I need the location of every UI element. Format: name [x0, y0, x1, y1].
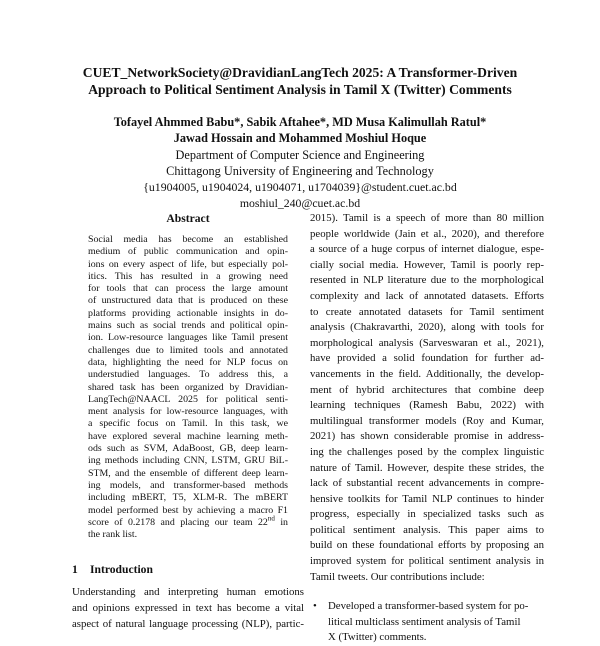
student-emails: {u1904005, u1904024, u1904071, u1704039}@student.cuet.ac.bd — [143, 180, 457, 195]
abstract-line: shared task has been organized by Dravidian- — [88, 381, 288, 393]
abstract-line: LangTech@NAACL 2025 for political senti- — [88, 393, 288, 405]
abstract-heading: Abstract — [166, 212, 210, 225]
rank-superscript: nd — [267, 514, 275, 523]
abstract-line-rank — [88, 514, 288, 529]
contributions-list — [310, 599, 544, 646]
body-line: learning techniques (Ramesh Babu, 2022) with — [310, 399, 544, 412]
intro-line: aspect of natural language processing (NLP), partic- — [72, 617, 304, 630]
department: Department of Computer Science and Engineering — [175, 147, 425, 162]
body-line: morphological analysis (Sarveswaran et al., 2021), — [310, 336, 544, 349]
title-line-1: CUET_NetworkSociety@DravidianLangTech 2025: A Transformer-Driven — [82, 65, 518, 80]
body-line: analysis (Chakravarthi, 2020), along with tools for — [310, 321, 544, 334]
body-line: people worldwide (Jain et al., 2020), and therefore — [310, 227, 544, 240]
abstract-line: have explored several machine learning meth- — [88, 430, 288, 442]
abstract-line: ment analysis for low-resource languages, with — [88, 406, 288, 418]
abstract-line-rank-tail: in — [274, 516, 288, 528]
intro-section-number: 1 — [72, 563, 78, 577]
contribution-line: X (Twitter) comments. — [328, 631, 427, 644]
abstract-line: ions on every aspect of life, but especially pol- — [88, 258, 288, 270]
body-line: progress, especially in specialized tasks such as — [310, 508, 544, 521]
intro-section-title: Introduction — [90, 563, 153, 577]
faculty-email: moshiul_240@cuet.ac.bd — [239, 196, 361, 211]
body-line: political sentiment analysis. This paper aims to — [310, 523, 544, 536]
body-line: lack of substantial recent advancements in compre- — [310, 477, 544, 490]
university: Chittagong University of Engineering and Technology — [166, 163, 434, 178]
abstract-line: ion. Low-resource languages like Tamil present — [88, 332, 288, 344]
body-line: nature of Tamil. However, despite these strides, the — [310, 461, 544, 474]
abstract-line: the rank list. — [88, 529, 138, 541]
body-line: a source of a huge corpus of internet dialogue, espe- — [310, 243, 544, 256]
body-line: hensive toolkits for Tamil NLP continues to hinder — [310, 492, 544, 505]
right-column-body — [310, 211, 544, 585]
intro-line: and opinions expressed in text has become a vital — [72, 602, 304, 615]
abstract-line: of unstructured data that is produced on these — [88, 295, 288, 307]
abstract-line: a specific focus on Tamil. In this task, we — [88, 418, 288, 430]
body-line: cially social media. However, Tamil is poorly rep- — [310, 258, 544, 271]
authors-line-1: Tofayel Ahmmed Babu*, Sabik Aftahee*, MD Musa Kalimullah Ratul* — [113, 115, 487, 129]
right-column — [310, 211, 544, 646]
abstract-line: for tools that can process the large amount — [88, 283, 288, 295]
left-column — [72, 211, 304, 632]
body-line: to create annotated datasets for Tamil sentiment — [310, 305, 544, 318]
abstract-line: including mBERT, T5, XLM-R. The mBERT — [88, 492, 288, 504]
body-line: build on these foundational efforts by proposing an — [310, 539, 544, 552]
paper-title — [40, 64, 560, 98]
body-line: 2015). Tamil is a speech of more than 80 million — [310, 212, 544, 224]
abstract-line: Social media has become an established — [88, 234, 288, 245]
body-line: multilingual transformer models (Roy and Kumar, — [310, 414, 544, 427]
contribution-line: litical multiclass sentiment analysis of Tamil — [328, 615, 521, 628]
abstract-line: understudied languages. To address this, a — [88, 369, 288, 381]
abstract-line: ods such as SVM, AdaBoost, GB, deep learn- — [88, 443, 288, 455]
abstract-line: itics. This has resulted in a growing need — [88, 270, 288, 282]
contribution-line: Developed a transformer-based system for po- — [328, 600, 529, 613]
intro-line: Understanding and interpreting human emotions — [72, 586, 304, 599]
abstract-line: ing models, and transformer-based methods — [88, 479, 288, 491]
body-line: 2021) has shown considerable promise in address- — [310, 430, 544, 443]
abstract-line: platforms providing actionable insights in do- — [88, 307, 288, 319]
body-line: improved system for political sentiment analysis in — [310, 555, 544, 568]
abstract-line: challenges due to limited tools and annotated — [88, 344, 288, 356]
abstract-line: mains such as social trends and political opin- — [88, 320, 288, 332]
body-line: Tamil tweets. Our contributions include: — [310, 570, 485, 583]
abstract-line: medium of public communication and opin- — [88, 246, 288, 258]
bullet-icon: • — [313, 600, 317, 613]
body-line: complexity and lack of annotated datasets. Efforts — [310, 289, 544, 302]
abstract-line: model performed best by achieving a macro F1 — [88, 504, 288, 516]
author-block — [40, 114, 560, 212]
abstract-line: STM, and the ensemble of different deep learn- — [88, 467, 288, 479]
abstract-body — [88, 234, 288, 541]
body-line: ing the challenges posed by the complex linguistic — [310, 445, 544, 458]
abstract-line: data, highlighting the need for NLP focus on — [88, 356, 288, 368]
abstract-line: ing methods including CNN, LSTM, GRU BiL- — [88, 455, 288, 467]
contribution-item — [310, 599, 544, 646]
body-line: have provided a solid foundation for further ad- — [310, 352, 544, 365]
body-line: resented in NLP literature due to the morphological — [310, 274, 544, 287]
intro-body — [72, 585, 304, 632]
title-line-2: Approach to Political Sentiment Analysis in Tamil X (Twitter) Comments — [88, 82, 512, 97]
body-line: ment of hybrid architectures that combine deep — [310, 383, 544, 396]
intro-heading — [72, 562, 304, 577]
abstract-line-rank-text: score of 0.2178 and placing our team 22 — [88, 516, 268, 528]
authors-line-2: Jawad Hossain and Mohammed Moshiul Hoque — [173, 131, 427, 146]
body-line: vancements in the field. Additionally, the develop- — [310, 367, 544, 380]
